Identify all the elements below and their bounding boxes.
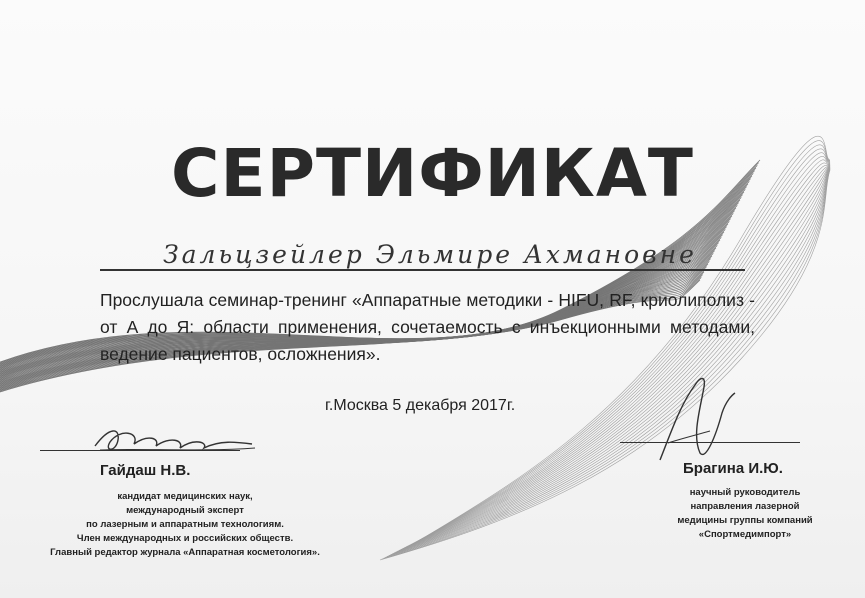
left-signature-line bbox=[40, 450, 240, 451]
certificate-body-text: Прослушала семинар-тренинг «Аппаратные методики - HIFU, RF, криолиполиз - от А до Я: области применения, сочетаемость с инъекционными методами, ведение пациентов, осложнения». bbox=[100, 290, 755, 364]
right-signatory-name: Брагина И.Ю. bbox=[683, 460, 783, 477]
left-signatory-description bbox=[20, 490, 350, 560]
left-desc-line: Член международных и российских обществ. bbox=[76, 533, 294, 544]
right-desc-line: медицины группы компаний bbox=[677, 515, 813, 526]
left-desc-line: кандидат медицинских наук, bbox=[117, 491, 253, 502]
right-signatory-description bbox=[645, 486, 845, 542]
recipient-underline bbox=[100, 269, 745, 271]
right-desc-line: направления лазерной bbox=[690, 501, 800, 512]
right-desc-line: научный руководитель bbox=[689, 487, 801, 498]
left-desc-line: международный эксперт bbox=[126, 505, 244, 516]
certificate-date: г.Москва 5 декабря 2017г. bbox=[325, 397, 516, 414]
right-desc-line: «Спортмедимпорт» bbox=[698, 529, 792, 540]
recipient-name: Зальцзейлер Эльмире Ахмановне bbox=[163, 240, 697, 269]
right-signature-line bbox=[620, 442, 800, 443]
left-signatory-name: Гайдаш Н.В. bbox=[100, 462, 191, 479]
left-signature bbox=[90, 418, 260, 458]
certificate-title: СЕРТИФИКАТ bbox=[171, 135, 694, 212]
right-signature bbox=[640, 365, 740, 470]
left-desc-line: по лазерным и аппаратным технологиям. bbox=[86, 519, 284, 530]
left-desc-line: Главный редактор журнала «Аппаратная косметология». bbox=[50, 547, 320, 558]
